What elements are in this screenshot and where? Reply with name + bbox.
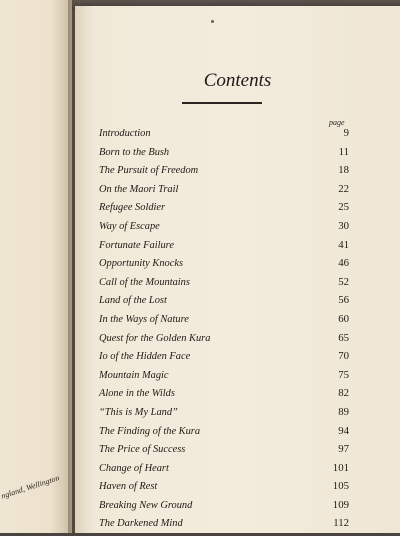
toc-entry-page: 97 [338,443,349,456]
toc-entry [99,201,349,220]
heading-rule [182,102,262,104]
toc-entry [99,183,349,202]
toc-entry-title: On the Maori Trail [99,183,179,195]
toc-entry-page: 56 [338,294,349,307]
toc-entry [99,257,349,276]
toc-entry-title: Opportunity Knocks [99,258,183,270]
toc-entry-page: 11 [338,145,349,158]
toc-entry-page: 75 [338,368,349,381]
toc-entry [99,220,349,239]
page-column-label: page [329,118,345,127]
toc-entry-title: Born to the Bush [99,146,170,158]
toc-entry-page: 89 [338,405,349,418]
toc-entry-title: The Darkened Mind [99,518,183,530]
contents-heading: Contents [203,70,272,91]
toc-entry [99,425,349,444]
toc-entry-page: 65 [338,331,349,344]
toc-entry [99,517,349,536]
toc-entry-title: Land of the Lost [99,295,167,307]
toc-entry-page: 70 [338,350,349,363]
toc-entry [99,369,349,388]
toc-entry-page: 46 [338,257,349,270]
toc-entry-title: Change of Heart [99,462,169,474]
toc-entry-page: 101 [332,461,349,474]
toc-entry [99,294,349,313]
toc-entry [99,332,349,351]
toc-entry-page: 109 [332,498,349,511]
toc-entry-page: 112 [333,517,349,530]
toc-entry-title: The Finding of the Kura [99,425,201,437]
toc-entry-title: Haven of Rest [99,481,158,493]
toc-entry [99,480,349,499]
toc-entry [99,406,349,425]
toc-entry-page: 82 [338,387,349,400]
toc-entry-page: 52 [338,275,349,288]
left-page [0,0,72,533]
toc-entry [99,239,349,258]
table-of-contents [99,127,349,536]
toc-entry-page: 25 [338,201,349,214]
toc-entry-page: 18 [338,164,349,177]
toc-entry-title: Mountain Magic [99,369,169,381]
toc-entry-title: Introduction [99,128,151,139]
toc-entry-page: 22 [338,182,349,195]
toc-entry [99,164,349,183]
toc-entry [99,350,349,369]
toc-entry-title: Way of Escape [99,220,160,232]
toc-entry-title: Refugee Soldier [99,202,166,214]
toc-entry [99,127,349,146]
toc-entry-title: The Price of Success [99,444,186,456]
toc-entry-page: 94 [338,424,349,437]
toc-entry-title: Quest for the Golden Kura [99,332,211,344]
toc-entry [99,499,349,518]
toc-entry-title: Alone in the Wilds [99,388,175,400]
toc-entry-title: “This is My Land” [99,406,178,418]
toc-entry [99,146,349,165]
toc-entry [99,276,349,295]
toc-entry-page: 9 [343,127,349,139]
toc-entry-page: 41 [338,238,349,251]
page-dot-mark [211,20,214,23]
toc-entry [99,387,349,406]
toc-entry [99,313,349,332]
toc-entry-title: Call of the Mountains [99,276,190,288]
toc-entry-page: 60 [338,312,349,325]
toc-entry-title: Breaking New Ground [99,499,193,511]
toc-entry [99,443,349,462]
toc-entry-title: Fortunate Failure [99,239,174,251]
left-page-imprint: ngland, Wellington [0,473,61,501]
toc-entry-page: 105 [332,480,349,493]
toc-entry-title: The Pursuit of Freedom [99,165,199,177]
toc-entry-title: In the Ways of Nature [99,313,189,325]
toc-entry [99,462,349,481]
toc-entry-title: Io of the Hidden Face [99,351,191,363]
toc-entry-page: 30 [338,219,349,232]
